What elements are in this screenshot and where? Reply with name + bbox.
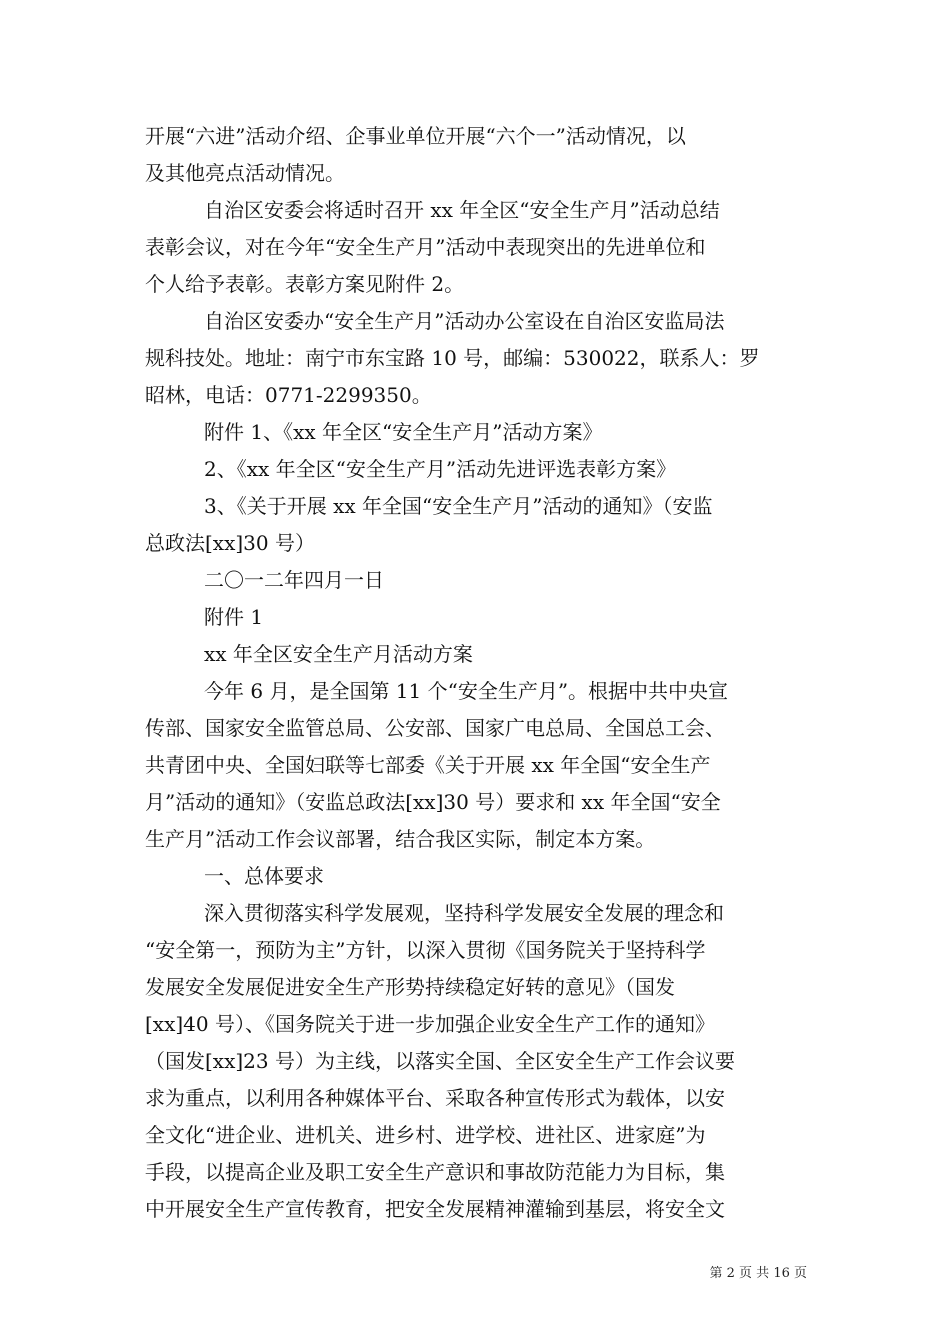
text-line: 一、总体要求 — [204, 864, 324, 888]
text-line: 深入贯彻落实科学发展观，坚持科学发展安全发展的理念和 — [204, 901, 724, 925]
text-line: 总政法[xx]30 号） — [145, 531, 315, 555]
text-line: 求为重点，以利用各种媒体平台、采取各种宣传形式为载体，以安 — [145, 1086, 725, 1110]
text-line: 自治区安委办“安全生产月”活动办公室设在自治区安监局法 — [204, 309, 725, 333]
text-line: 生产月”活动工作会议部署，结合我区实际，制定本方案。 — [145, 827, 656, 851]
text-line: 附件 1 — [204, 605, 264, 629]
text-line: 表彰会议，对在今年“安全生产月”活动中表现突出的先进单位和 — [145, 235, 706, 259]
text-line: 月”活动的通知》（安监总政法[xx]30 号）要求和 xx 年全国“安全 — [145, 790, 721, 814]
text-line: 规科技处。地址：南宁市东宝路 10 号，邮编：530022，联系人：罗 — [145, 346, 760, 370]
text-line: 全文化“进企业、进机关、进乡村、进学校、进社区、进家庭”为 — [145, 1123, 706, 1147]
text-line: 昭林，电话：0771-2299350。 — [145, 383, 432, 407]
text-line: “安全第一，预防为主”方针，以深入贯彻《国务院关于坚持科学 — [145, 938, 706, 962]
text-line: 今年 6 月，是全国第 11 个“安全生产月”。根据中共中央宣 — [204, 679, 729, 703]
text-line: 开展“六进”活动介绍、企事业单位开展“六个一”活动情况，以 — [145, 124, 686, 148]
text-line: 2、《xx 年全区“安全生产月”活动先进评选表彰方案》 — [204, 457, 677, 481]
page-number: 第 2 页 共 16 页 — [709, 1266, 807, 1281]
text-line: （国发[xx]23 号）为主线，以落实全国、全区安全生产工作会议要 — [145, 1049, 735, 1073]
text-line: 发展安全发展促进安全生产形势持续稳定好转的意见》（国发 — [145, 975, 675, 999]
text-line: xx 年全区安全生产月活动方案 — [204, 642, 473, 666]
text-line: 传部、国家安全监管总局、公安部、国家广电总局、全国总工会、 — [145, 716, 725, 740]
text-line: 共青团中央、全国妇联等七部委《关于开展 xx 年全国“安全生产 — [145, 753, 711, 777]
text-line: 二〇一二年四月一日 — [204, 568, 384, 592]
text-line: 个人给予表彰。表彰方案见附件 2。 — [145, 272, 465, 296]
text-line: 中开展安全生产宣传教育，把安全发展精神灌输到基层，将安全文 — [145, 1197, 725, 1221]
document-body — [145, 118, 807, 1228]
text-line: 自治区安委会将适时召开 xx 年全区“安全生产月”活动总结 — [204, 198, 720, 222]
text-line: [xx]40 号）、《国务院关于进一步加强企业安全生产工作的通知》 — [145, 1012, 715, 1036]
text-line: 手段，以提高企业及职工安全生产意识和事故防范能力为目标，集 — [145, 1160, 725, 1184]
text-line: 3、《关于开展 xx 年全国“安全生产月”活动的通知》（安监 — [204, 494, 713, 518]
text-line: 附件 1、《xx 年全区“安全生产月”活动方案》 — [204, 420, 603, 444]
text-line: 及其他亮点活动情况。 — [145, 161, 345, 185]
